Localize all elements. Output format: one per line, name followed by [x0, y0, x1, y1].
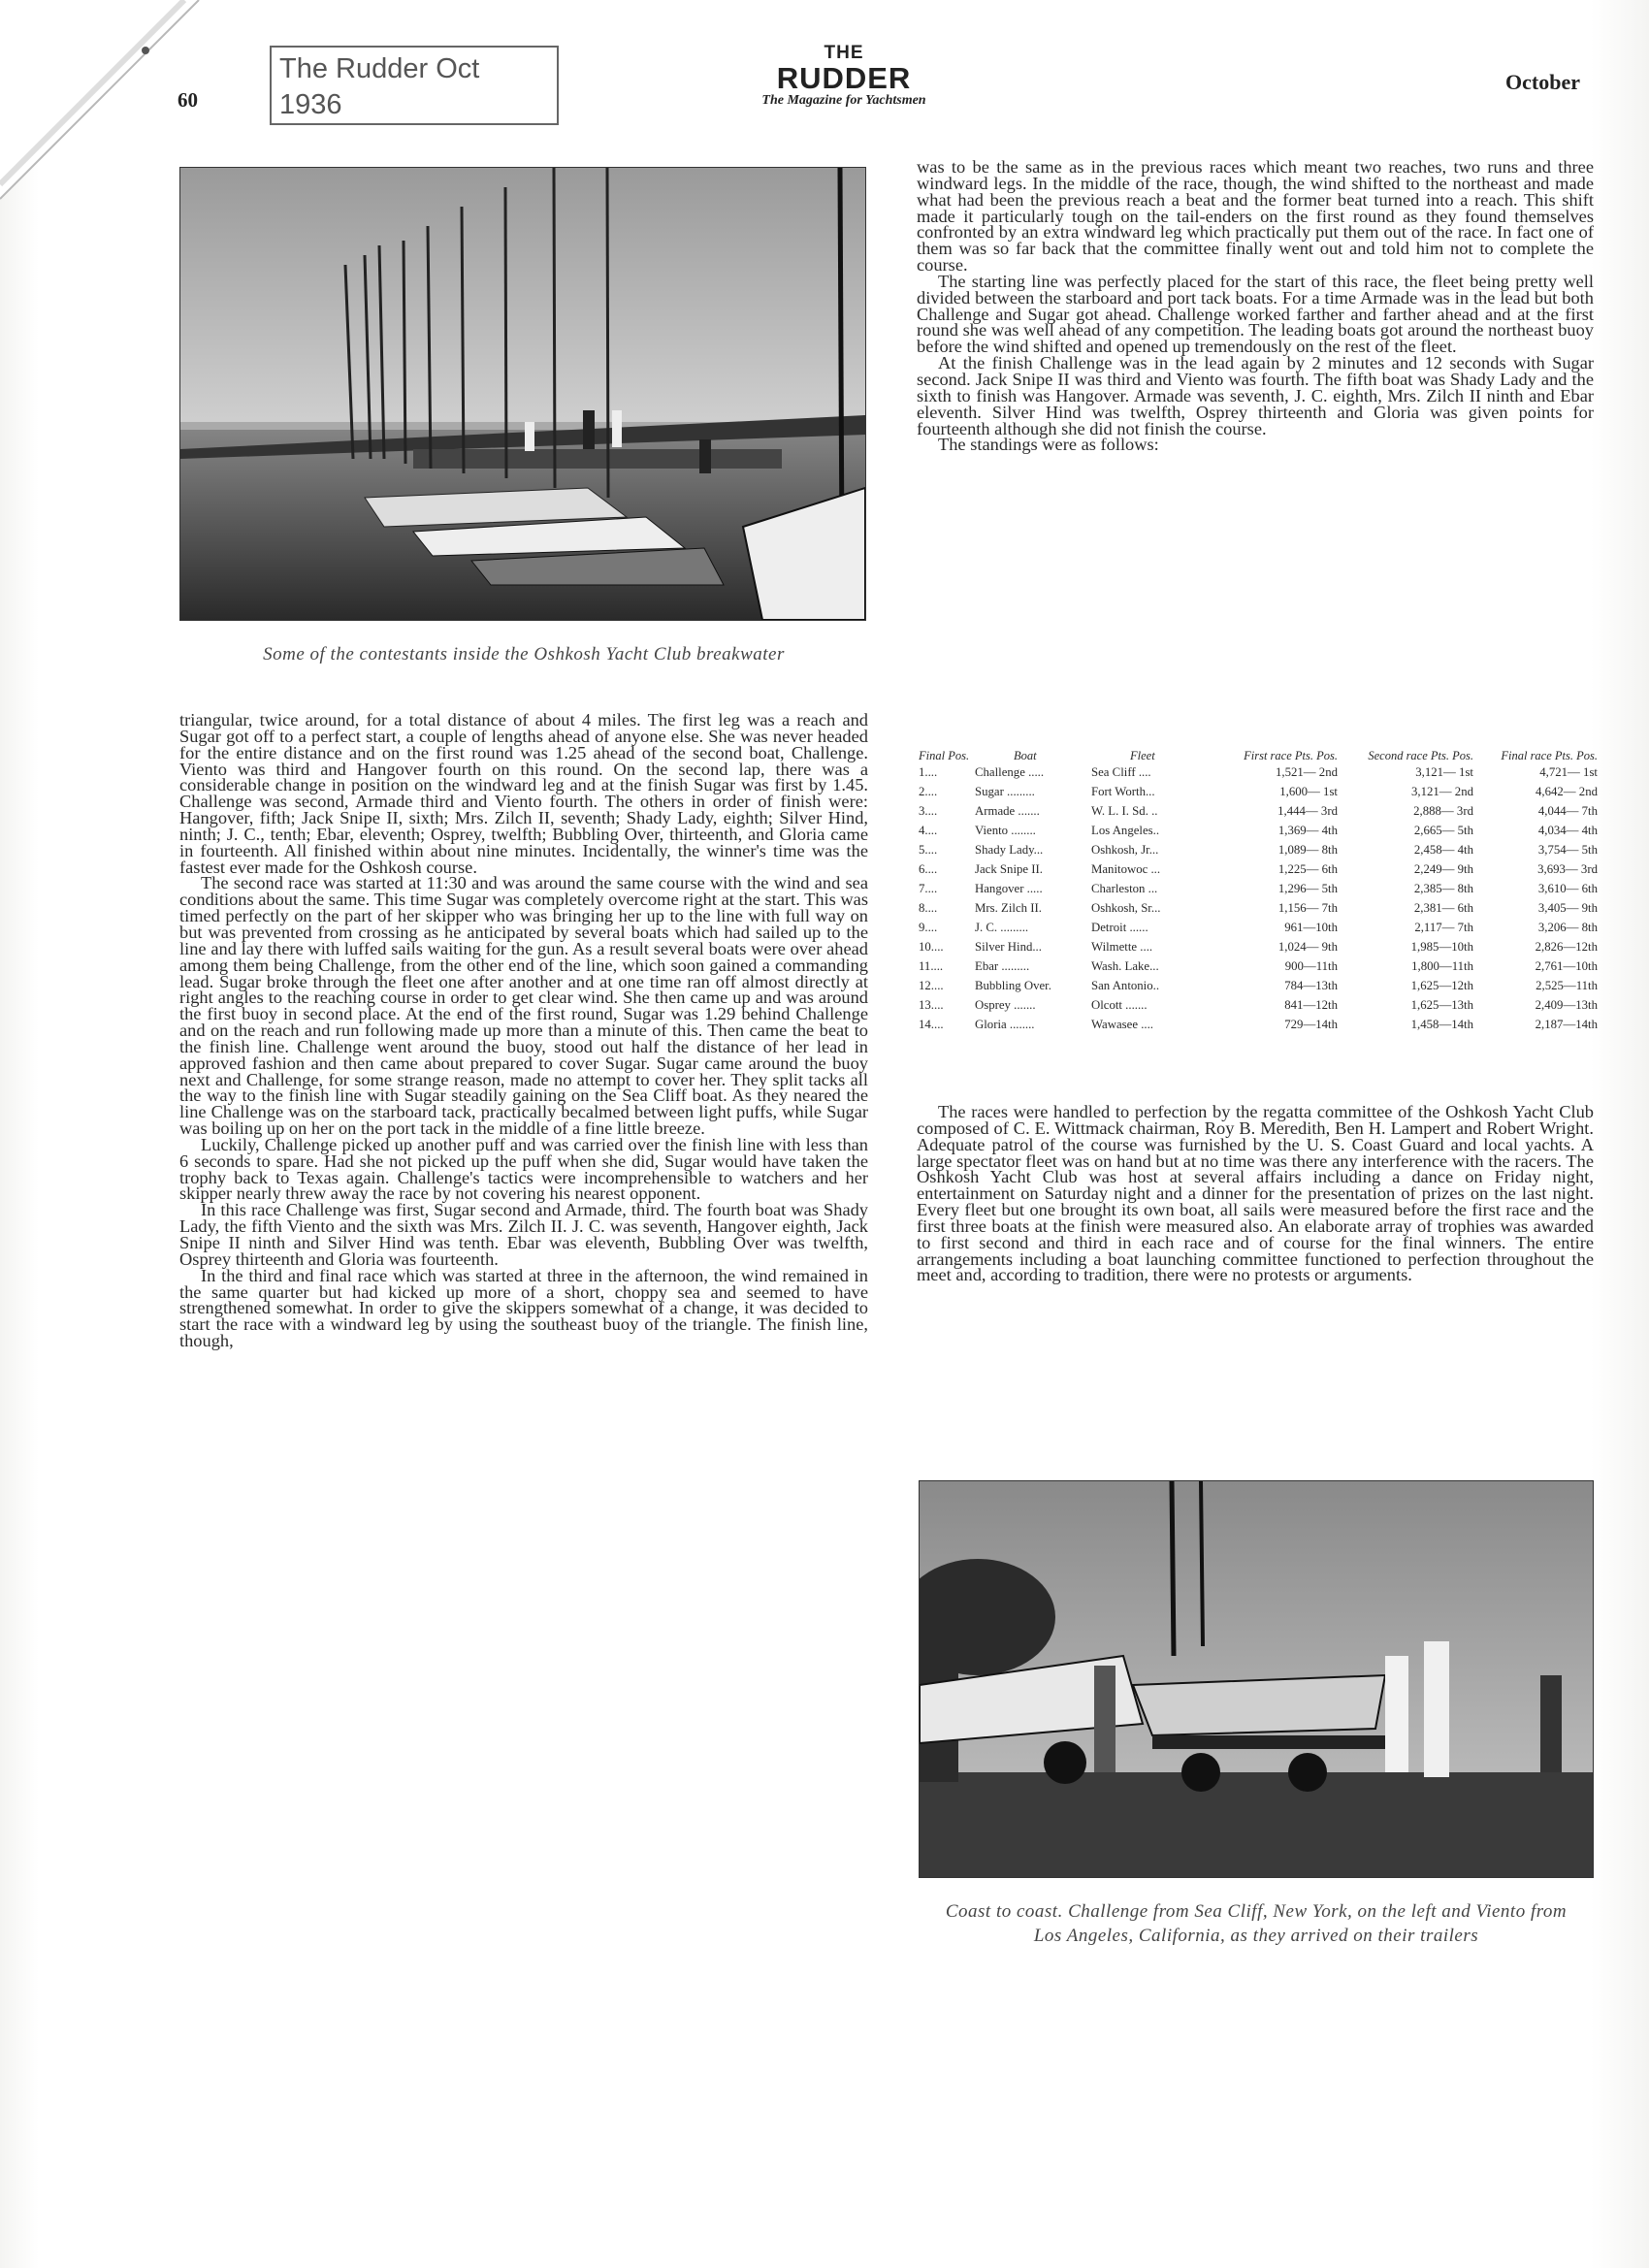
final-position-cell: 12.... — [919, 978, 944, 992]
archive-label-line-1: The Rudder Oct — [279, 53, 480, 84]
second-race-cell: 2,888— 3rd — [1413, 803, 1473, 818]
second-race-cell: 1,800—11th — [1411, 958, 1473, 973]
boat-name-cell: Jack Snipe II. — [975, 861, 1044, 876]
first-race-cell: 961—10th — [1284, 920, 1338, 934]
boat-name-cell: Ebar ......... — [975, 958, 1030, 973]
standings-row — [919, 821, 1598, 840]
final-race-cell: 2,409—13th — [1535, 997, 1598, 1012]
second-race-cell: 2,249— 9th — [1413, 861, 1473, 876]
standings-row — [919, 995, 1598, 1015]
final-race-cell: 2,761—10th — [1535, 958, 1598, 973]
second-race-cell: 3,121— 1st — [1415, 764, 1473, 779]
boat-name-cell: Challenge ..... — [975, 764, 1045, 779]
final-race-cell: 2,826—12th — [1535, 939, 1598, 954]
header-final-race: Final race Pts. Pos. — [1501, 749, 1598, 762]
left-column — [179, 712, 868, 1349]
final-race-cell: 3,206— 8th — [1537, 920, 1598, 934]
first-race-cell: 900—11th — [1284, 958, 1338, 973]
final-position-cell: 9.... — [919, 920, 938, 934]
final-position-cell: 4.... — [919, 823, 938, 837]
boat-name-cell: Osprey ....... — [975, 997, 1036, 1012]
second-race-cell: 2,117— 7th — [1414, 920, 1473, 934]
right-paragraph-3: At the finish Challenge was in the lead again by 2 minutes and 12 seconds with Sugar second. Jack Snipe II was third and Viento was fourth. The fifth boat was Shady Lady and the sixth to finish was Hangover. Armade was seventh, J. C. eighth, Mrs. Zilch II ninth and Ebar eleventh. Silver Hind was twelfth, Osprey thirteenth and Gloria was given points for fourteenth although she did not finish the course. — [917, 353, 1594, 438]
first-race-cell: 1,369— 4th — [1277, 823, 1338, 837]
final-race-cell: 4,721— 1st — [1539, 764, 1598, 779]
first-race-cell: 1,444— 3rd — [1277, 803, 1338, 818]
left-paragraph-4: In this race Challenge was first, Sugar second and Armade, third. The fourth boat was Shady Lady, the fifth Viento and the sixth was Mrs. Zilch II. J. C. was seventh, Hangover eighth, Jack Snipe II ninth and Silver Hind was tenth. Ebar was eleventh, Bubbling Over was twelfth, Osprey thirteenth and Gloria was fourteenth. — [179, 1200, 868, 1269]
final-race-cell: 2,187—14th — [1535, 1017, 1598, 1031]
first-race-cell: 1,225— 6th — [1277, 861, 1338, 876]
second-race-cell: 1,458—14th — [1410, 1017, 1473, 1031]
standings-row — [919, 879, 1598, 898]
standings-row — [919, 801, 1598, 821]
header-first-race: First race Pts. Pos. — [1244, 749, 1338, 762]
fleet-name-cell: Olcott ....... — [1091, 997, 1148, 1012]
standings-row — [919, 1015, 1598, 1034]
standings-row — [919, 956, 1598, 976]
left-paragraph-1: triangular, twice around, for a total distance of about 4 miles. The first leg was a reach and Sugar got off to a perfect start, a couple of lengths ahead of anyone else. She was never headed for the entire distance and on the first round was 1.25 ahead of the second boat, Challenge. Viento was third and Hangover fourth on this round. On the second lap, there was a considerable change in position on the windward leg and at the finish Sugar was first by 1.45. Challenge was second, Armade third and Viento fourth. The others in order of finish were: Hangover, fifth; Jack Snipe II, sixth; Mrs. Zilch II, seventh; Shady Lady, eighth; Silver Hind, ninth; J. C., tenth; Ebar, eleventh; Osprey, twelfth; Bubbling Over, thirteenth, and Gloria came in fourteenth. All finished within about nine minutes. Incidentally, the winner's time was the fastest ever made for the Oshkosh course. — [179, 710, 868, 877]
fleet-name-cell: W. L. I. Sd. .. — [1091, 803, 1158, 818]
fleet-name-cell: Sea Cliff .... — [1091, 764, 1151, 779]
final-race-cell: 4,034— 4th — [1537, 823, 1598, 837]
fleet-name-cell: Oshkosh, Jr... — [1091, 842, 1159, 857]
boat-name-cell: Armade ....... — [975, 803, 1040, 818]
second-race-cell: 2,458— 4th — [1413, 842, 1473, 857]
final-position-cell: 10.... — [919, 939, 944, 954]
final-race-cell: 4,044— 7th — [1537, 803, 1598, 818]
right-column-bottom — [917, 1104, 1594, 1283]
first-race-cell: 1,600— 1st — [1279, 784, 1338, 798]
fleet-name-cell: Wilmette .... — [1091, 939, 1153, 954]
fleet-name-cell: Oshkosh, Sr... — [1091, 900, 1161, 915]
standings-row — [919, 976, 1598, 995]
second-race-cell: 2,385— 8th — [1413, 881, 1473, 895]
header-fleet: Fleet — [1130, 749, 1155, 762]
final-position-cell: 7.... — [919, 881, 938, 895]
first-race-cell: 729—14th — [1284, 1017, 1338, 1031]
first-race-cell: 784—13th — [1284, 978, 1338, 992]
masthead — [737, 43, 951, 109]
top-photo-caption: Some of the contestants inside the Oshkosh Yacht Club breakwater — [263, 644, 785, 664]
boat-name-cell: Sugar ......... — [975, 784, 1035, 798]
standings-row — [919, 782, 1598, 801]
final-position-cell: 6.... — [919, 861, 938, 876]
standings-row — [919, 898, 1598, 918]
header-final-pos: Final Pos. — [919, 749, 970, 762]
archive-label-box — [270, 46, 559, 125]
standings-row — [919, 859, 1598, 879]
fleet-name-cell: Wash. Lake... — [1091, 958, 1159, 973]
masthead-the: THE — [824, 43, 864, 63]
final-race-cell: 3,610— 6th — [1537, 881, 1598, 895]
final-position-cell: 14.... — [919, 1017, 944, 1031]
final-position-cell: 3.... — [919, 803, 938, 818]
first-race-cell: 1,156— 7th — [1277, 900, 1338, 915]
page-number: 60 — [178, 88, 198, 112]
final-position-cell: 13.... — [919, 997, 944, 1012]
boat-name-cell: J. C. ......... — [975, 920, 1029, 934]
boat-name-cell: Silver Hind... — [975, 939, 1042, 954]
first-race-cell: 1,024— 9th — [1277, 939, 1338, 954]
folded-corner — [0, 0, 204, 204]
standings-header-row — [919, 733, 1598, 762]
breakwater-photo — [179, 167, 866, 621]
trailers-photo — [919, 1480, 1594, 1878]
second-race-cell: 3,121— 2nd — [1411, 784, 1473, 798]
boat-name-cell: Mrs. Zilch II. — [975, 900, 1042, 915]
second-race-cell: 2,665— 5th — [1413, 823, 1473, 837]
archive-label-line-2: 1936 — [279, 89, 342, 120]
final-race-cell: 3,693— 3rd — [1537, 861, 1598, 876]
boat-name-cell: Gloria ........ — [975, 1017, 1035, 1031]
fleet-name-cell: San Antonio.. — [1091, 978, 1160, 992]
boat-name-cell: Hangover ..... — [975, 881, 1043, 895]
final-race-cell: 2,525—11th — [1536, 978, 1598, 992]
header-boat: Boat — [1014, 749, 1037, 762]
final-position-cell: 2.... — [919, 784, 938, 798]
standings-row — [919, 762, 1598, 782]
right-column-top — [917, 159, 1594, 453]
left-paragraph-5: In the third and final race which was started at three in the afternoon, the wind remained in the same quarter but had kicked up more of a short, choppy sea and seemed to have strengthened somewhat. In order to give the skippers somewhat of a change, it was decided to start the race with a windward leg by using the southeast buoy of the triangle. The finish line, though, — [179, 1265, 868, 1351]
right-paragraph-4: The standings were as follows: — [938, 435, 1159, 455]
fleet-name-cell: Fort Worth... — [1091, 784, 1155, 798]
second-race-cell: 2,381— 6th — [1413, 900, 1473, 915]
final-race-cell: 4,642— 2nd — [1536, 784, 1598, 798]
fleet-name-cell: Los Angeles.. — [1091, 823, 1160, 837]
standings-row — [919, 840, 1598, 859]
first-race-cell: 1,296— 5th — [1277, 881, 1338, 895]
masthead-subtitle: The Magazine for Yachtsmen — [761, 93, 926, 108]
final-race-cell: 3,405— 9th — [1537, 900, 1598, 915]
masthead-title: RUDDER — [776, 61, 912, 95]
fleet-name-cell: Wawasee .... — [1091, 1017, 1153, 1031]
right-paragraph-1: was to be the same as in the previous races which meant two reaches, two runs and three windward legs. In the middle of the race, though, the wind shifted to the northeast and made what had been the previous reach a beat and the former beat turned into a reach. This shift made it particularly tough on the tail-enders on the first round as they found themselves confronted by an extra windward leg which practically put them out of the race. In fact one of them was so far back that the committee finally went out and told him not to complete the course. — [917, 157, 1594, 275]
standings-table — [919, 733, 1598, 1034]
final-race-cell: 3,754— 5th — [1537, 842, 1598, 857]
final-position-cell: 11.... — [919, 958, 944, 973]
right-paragraph-2: The starting line was perfectly placed for the start of this race, the fleet being pretty well divided between the starboard and port tack boats. For a time Armade was in the lead but both Challenge and Sugar got ahead. Challenge worked farther and farther ahead and at the first round she was well ahead of any competition. The leading boats got around the northeast buoy before the wind shifted and opened up tremendously on the rest of the fleet. — [917, 271, 1594, 357]
left-paragraph-2: The second race was started at 11:30 and was around the same course with the wind and sea conditions about the same. This time Sugar was completely overcome right at the start. This was timed perfectly on the part of her skipper who was bringing her up to the line with full way on but was prevented from crossing as he anticipated by several boats which had sailed up to the line and lay there with luffed sails waiting for the gun. As a result several boats were over ahead among them being Challenge, from the other end of the line, which soon gained a commanding lead. Sugar broke through the fleet one after another and at one time ran off almost directly at right angles to the reaching course in order to get clear wind. She then came up and was around the first buoy in second place. At the end of the first round, Sugar was 1.29 behind Challenge and on the reach and run following made up more than a minute of this. Then came the beat to the finish line. Challenge went around the buoy, stood out half the distance of her lead in approved fashion and then came about prepared to cover Sugar. Sugar came around the buoy next and Challenge, for some strange reason, made no attempt to cover her. They split tacks all the way to the finish line with Sugar steadily gaining on the Sea Cliff boat. As they neared the line Challenge was on the starboard tack, practically becalmed between light puffs, while Sugar was boiling up on her on the port tack in the middle of a fine little breeze. — [179, 873, 868, 1139]
fleet-name-cell: Charleston ... — [1091, 881, 1158, 895]
boat-name-cell: Bubbling Over. — [975, 978, 1051, 992]
first-race-cell: 1,089— 8th — [1277, 842, 1338, 857]
first-race-cell: 841—12th — [1284, 997, 1338, 1012]
header-second-race: Second race Pts. Pos. — [1368, 749, 1473, 762]
final-position-cell: 1.... — [919, 764, 938, 779]
left-paragraph-3: Luckily, Challenge picked up another puff and was carried over the finish line with less than 6 seconds to spare. Had she not picked up the puff when she did, Sugar would have taken the trophy back to Texas again. Challenge's tactics were incomprehensible to watchers and her skipper nearly threw away the race by not covering his nearest opponent. — [179, 1134, 868, 1204]
final-position-cell: 5.... — [919, 842, 938, 857]
second-race-cell: 1,625—12th — [1410, 978, 1473, 992]
fleet-name-cell: Detroit ...... — [1091, 920, 1148, 934]
second-race-cell: 1,985—10th — [1410, 939, 1473, 954]
issue-month: October — [1505, 70, 1580, 94]
right-paragraph-5: The races were handled to perfection by the regatta committee of the Oshkosh Yacht Club composed of C. E. Wittmack chairman, Roy B. Meredith, Ben H. Lampert and Robert Wright. Adequate patrol of the course was furnished by the U. S. Coast Guard and local yachts. A large spectator fleet was on hand but at no time was there any interference with the racers. The Oshkosh Yacht Club was host at several affairs including a dance on Friday night, entertainment on Saturday night and a dinner for the presentation of prizes on the last night. Every fleet but one brought its own boat, all sails were measured before the first race and the first three boats at the finish were measured also. An elaborate array of trophies was awarded to first second and third in each race and of course for the final winners. The entire arrangements including a boat launching committee functioned to perfection throughout the meet and, according to tradition, there were no protests or arguments. — [917, 1102, 1594, 1285]
boat-name-cell: Viento ........ — [975, 823, 1036, 837]
standings-row — [919, 937, 1598, 956]
first-race-cell: 1,521— 2nd — [1276, 764, 1338, 779]
standings-row — [919, 918, 1598, 937]
final-position-cell: 8.... — [919, 900, 938, 915]
bottom-photo-caption: Coast to coast. Challenge from Sea Cliff, New York, on the left and Viento from Los Angeles, California, as they arrived on their trailers — [945, 1901, 1568, 1946]
fleet-name-cell: Manitowoc ... — [1091, 861, 1161, 876]
boat-name-cell: Shady Lady... — [975, 842, 1044, 857]
second-race-cell: 1,625—13th — [1410, 997, 1473, 1012]
